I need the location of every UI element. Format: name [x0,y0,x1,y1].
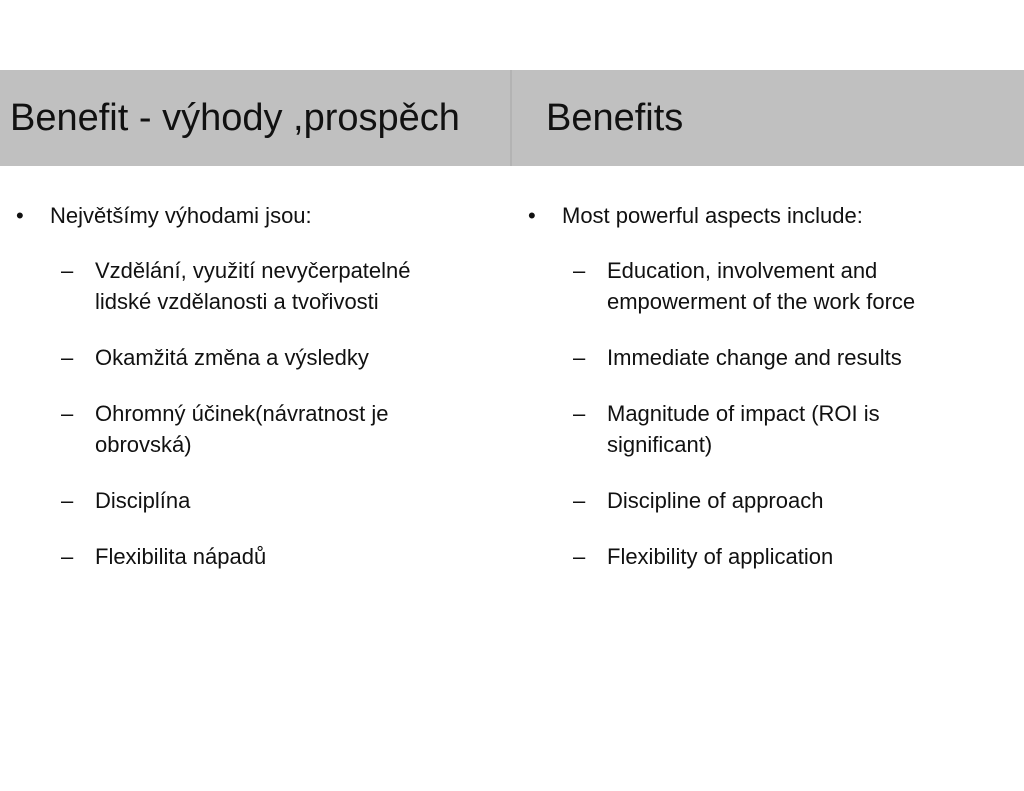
dash-marker: – [573,401,586,426]
right-subitem [512,541,982,572]
left-subitem [0,398,470,460]
left-subitem-text: Vzdělání, využití nevyčerpatelné lidské vzdělanosti a tvořivosti [95,258,411,314]
dash-marker: – [573,345,586,370]
dash-marker: – [61,345,74,370]
title-czech: Benefit - výhody ,prospěch [10,97,460,139]
left-main-bullet-text: Největšímy výhodami jsou: [50,203,312,228]
left-main-bullet [0,200,470,231]
right-subitem-text: Flexibility of application [607,544,834,569]
bullet-marker: • [16,203,24,228]
right-subitem [512,255,982,317]
right-subitem [512,485,982,516]
dash-marker: – [61,401,74,426]
left-subitem-text: Ohromný účinek(návratnost je obrovská) [95,401,389,457]
left-subitem [0,541,470,572]
bullet-marker: • [528,203,536,228]
right-column [512,200,982,597]
left-subitem-text: Okamžitá změna a výsledky [95,345,369,370]
left-subitem-text: Flexibilita nápadů [95,544,267,569]
dash-marker: – [573,258,586,283]
left-subitem-text: Disciplína [95,488,191,513]
left-subitem [0,485,470,516]
header-divider [510,70,512,166]
right-subitem [512,398,982,460]
left-sublist [0,255,470,572]
right-sublist [512,255,982,572]
right-subitem-text: Immediate change and results [607,345,902,370]
right-main-bullet [512,200,982,231]
title-english: Benefits [546,97,684,139]
left-subitem [0,342,470,373]
dash-marker: – [61,488,74,513]
left-subitem [0,255,470,317]
right-subitem [512,342,982,373]
left-column [0,200,470,597]
dash-marker: – [61,258,74,283]
right-subitem-text: Education, involvement and empowerment of the work force [607,258,916,314]
dash-marker: – [573,488,586,513]
dash-marker: – [61,544,74,569]
dash-marker: – [573,544,586,569]
right-subitem-text: Magnitude of impact (ROI is significant) [607,401,880,457]
right-main-bullet-text: Most powerful aspects include: [562,203,863,228]
right-subitem-text: Discipline of approach [607,488,824,513]
